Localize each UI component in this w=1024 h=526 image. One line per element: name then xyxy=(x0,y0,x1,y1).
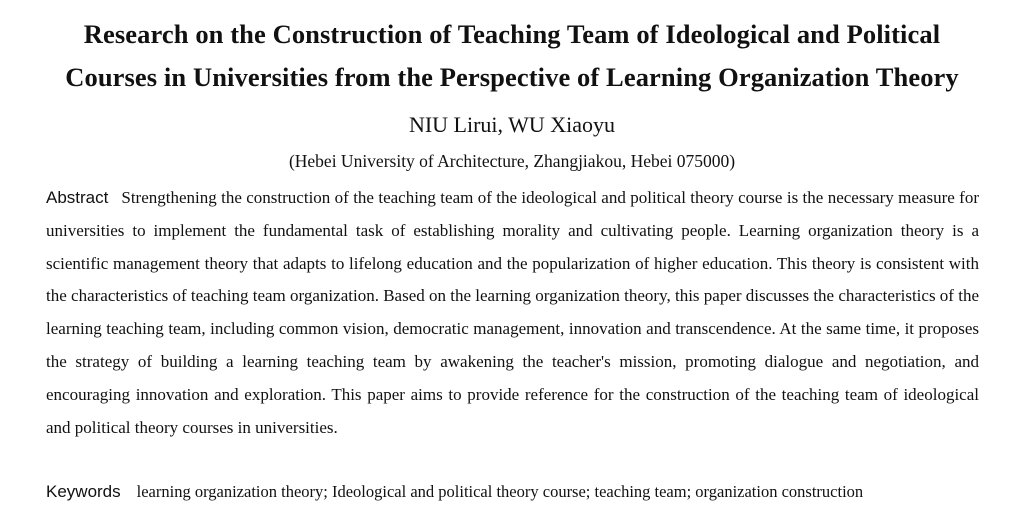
keywords-section xyxy=(46,478,986,506)
abstract-text: Strengthening the construction of the teaching team of the ideological and political theory course is the necessary measure for universities to implement the fundamental task of establishing morality and cultivating people. Learning organization theory is a scientific management theory that adapts to lifelong education and the popularization of higher education. This theory is consistent with the characteristics of teaching team organization. Based on the learning organization theory, this paper discusses the characteristics of the learning teaching team, including common vision, democratic management, innovation and transcendence. At the same time, it proposes the strategy of building a learning teaching team by awakening the teacher's mission, promoting dialogue and negotiation, and encouraging innovation and exploration. This paper aims to provide reference for the construction of the teaching team of ideological and political theory courses in universities. xyxy=(46,188,979,437)
paper-authors: NIU Lirui, WU Xiaoyu xyxy=(408,112,616,137)
abstract-section xyxy=(46,182,979,444)
abstract-label: Abstract xyxy=(46,188,109,207)
paper-title-line-2: Courses in Universities from the Perspective of Learning Organization Theory xyxy=(65,62,959,92)
keywords-text: learning organization theory; Ideological and political theory course; teaching team; organization construction xyxy=(136,482,864,501)
paper-title-line-1: Research on the Construction of Teaching Team of Ideological and Political xyxy=(83,19,941,49)
paper-affiliation: (Hebei University of Architecture, Zhangjiakou, Hebei 075000) xyxy=(288,151,736,171)
keywords-label: Keywords xyxy=(46,482,121,501)
